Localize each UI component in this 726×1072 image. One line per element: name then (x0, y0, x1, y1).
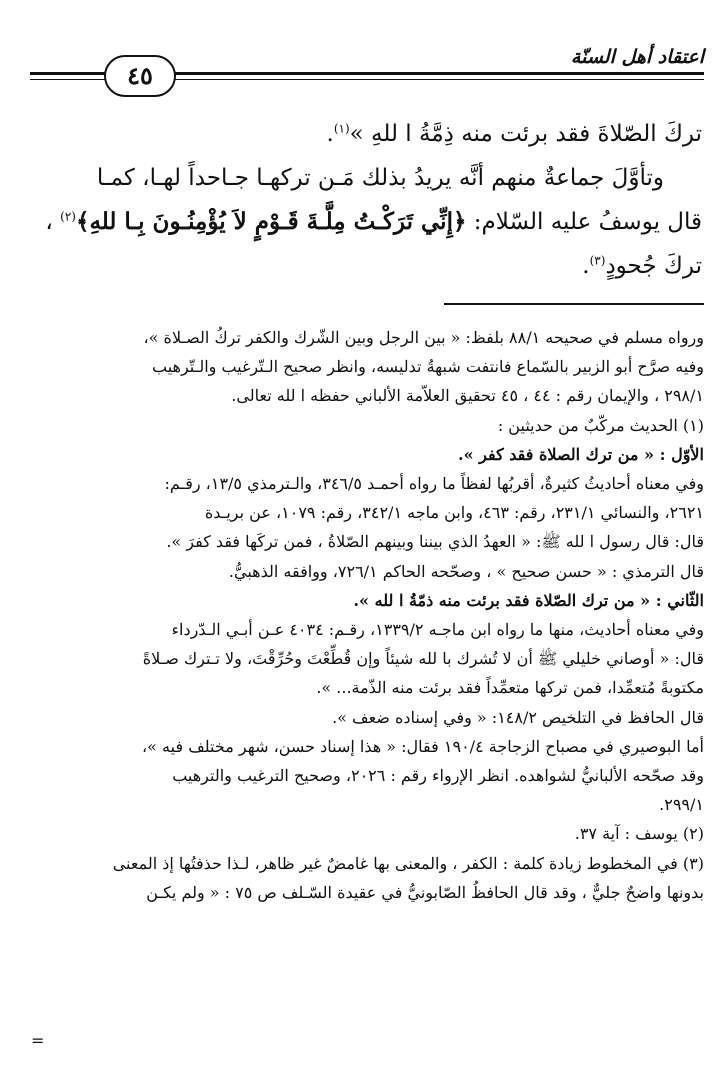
footnote-line: (١) الحديث مركّبٌ من حديثين : (497, 415, 704, 435)
footnote-line: (٣) في المخطوط زيادة كلمة : الكفر ، والمعنى بها غامضٌ غير ظاهر، لـذا حذفتُها إذ المعنى (112, 853, 704, 873)
page-number: ٤٥ (104, 55, 176, 97)
footnote-line: الأوّل : « من ترك الصلاة فقد كفر ». (458, 444, 704, 464)
footnote-line: ٢٩٨/١ ، والإيمان رقم : ٤٤ ، ٤٥ تحقيق العلاّمة الألباني حفظه ا لله تعالى. (231, 386, 704, 406)
main-line: تركَ جُحودٍ$^{(٣)}$. (582, 253, 702, 279)
footnote-line: وفيه صرَّح أبو الزبير بالسّماع فانتفت شبهةُ تدليسه، وانظر صحيح الـتّرغيب والـتّرهيب (152, 357, 704, 377)
footnote-line: الثّاني : « من ترك الصّلاة فقد برئت منه ذمّةُ ا لله ». (353, 590, 704, 610)
footnote-line: (٢) يوسف : آية ٣٧. (574, 824, 704, 844)
footnote-line: وقد صحّحه الألبانيُّ لشواهده. انظر الإرواء رقم : ٢٠٢٦، وصحيح الترغيب والترهيب (172, 766, 704, 786)
footnote-ref: (١) (333, 121, 350, 136)
footnote-line: ٢٦٢١، والنسائي ٢٣١/١، رقم: ٤٦٣، وابن ماجه ٣٤٢/١، رقم: ١٠٧٩، عن بريـدة (204, 503, 704, 523)
main-line: قال يوسفُ عليه السّلام: ﴿إِنِّي تَرَكْـتُ مِلَّـةَ قَـوْمٍ لاَ يُؤْمِنُـونَ بِـا للهِ﴾$^{(٢)}$ ، (45, 208, 702, 235)
running-title: اعتقاد أهل السنّة (570, 46, 704, 68)
continuation-mark: = (31, 1031, 45, 1050)
footnote-line: قال الحافظ في التلخيص ١٤٨/٢: « وفي إسناده ضعف ». (332, 707, 704, 727)
footnote-line: بدونها واضحٌ جليٌّ ، وقد قال الحافظُ الصّابونيُّ في عقيدة السّـلف ص ٧٥ : « ولم يكـن (146, 882, 704, 902)
footnote-line: مكتوبةً مُتعمِّدا، فمن تركها متعمِّداً فقد برئت منه الذّمة... ». (316, 678, 704, 698)
footnote-divider (444, 303, 704, 305)
footnote-ref: (٢) (60, 209, 76, 224)
footnote-line: قال: « أوصاني خليلي ﷺ أن لا تُشرك با لله شيئاً وإن قُطِّعْتَ وحُرِّقْتَ، ولا تـترك صـلاةً (142, 649, 704, 669)
quran-verse: ﴿إِنِّي تَرَكْـتُ مِلَّـةَ قَـوْمٍ لاَ يُؤْمِنُـونَ بِـا للهِ﴾ (75, 208, 467, 235)
footnote-line: وفي معناه أحاديثُ كثيرةٌ، أقربُها لفظاً ما رواه أحمـد ٣٤٦/٥، والـترمذي ١٣/٥، رقـم: (164, 474, 704, 494)
footnote-line: أما البوصيري في مصباح الزجاجة ١٩٠/٤ فقال: « هذا إسناد حسن، شهر مختلف فيه »، (142, 736, 704, 756)
footnote-line: ورواه مسلم في صحيحه ٨٨/١ بلفظ: « بين الرجل وبين الشّرك والكفر تركُ الصـلاة »، (143, 328, 704, 347)
main-line: وتأوَّلَ جماعةٌ منهم أنَّه يريدُ بذلك مَـن تركهـا جـاحداً لهـا، كمـا (96, 165, 664, 191)
footnote-line: ٢٩٩/١. (659, 795, 704, 815)
footnote-line: قال الترمذي : « حسن صحيح » ، وصحّحه الحاكم ٧٢٦/١، ووافقه الذهبيُّ. (228, 561, 704, 581)
footnotes (22, 323, 704, 907)
footnote-line: قال: قال رسول ا لله ﷺ: « العهدُ الذي بيننا وبينهم الصّلاةُ ، فمن تركَها فقد كفرَ ». (166, 532, 704, 552)
footnote-ref: (٣) (589, 253, 606, 268)
main-text (24, 112, 702, 288)
footnote-line: وفي معناه أحاديث، منها ما رواه ابن ماجـه ١٣٣٩/٢، رقـم: ٤٠٣٤ عـن أبـي الـدّرداء (171, 620, 704, 640)
main-line: تركَ الصّلاةَ فقد برئت منه ذِمَّةُ ا للهِ »$^{(١)}$. (326, 121, 702, 147)
